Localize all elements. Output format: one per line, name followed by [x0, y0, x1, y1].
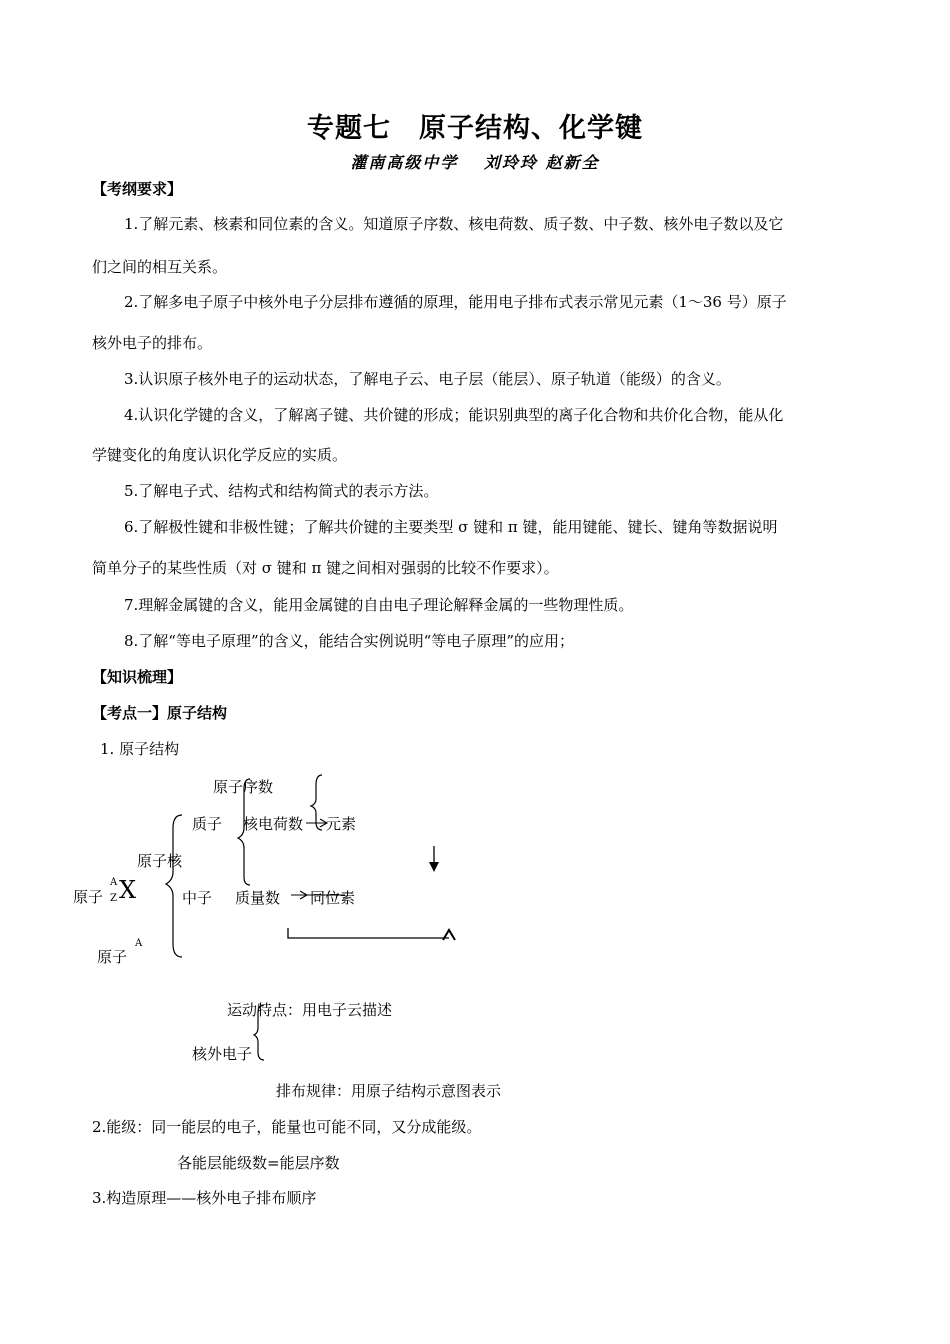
knowledge-heading: 【知识梳理】 — [92, 668, 183, 686]
label-isotope: 同位素 — [310, 889, 356, 907]
section2-line2: 各能层能级数=能层序数 — [177, 1154, 340, 1172]
label-mass-number: 质量数 — [235, 889, 281, 907]
syllabus-item-5: 5.了解电子式、结构式和结构简式的表示方法。 — [124, 482, 439, 500]
syllabus-item-8: 8.了解“等电子原理”的含义，能结合实例说明“等电子原理”的应用； — [124, 632, 574, 650]
element-symbol-x: X — [119, 876, 137, 904]
label-nuclear-charge: 核电荷数 — [243, 815, 304, 833]
syllabus-item-6-cont: 简单分子的某些性质（对 σ 键和 π 键之间相对强弱的比较不作要求）。 — [92, 559, 559, 577]
label-proton: 质子 — [192, 815, 223, 833]
author-line: 灌南高级中学 刘玲玲 赵新全 — [350, 153, 600, 172]
bracket-line — [288, 928, 449, 938]
syllabus-item-2: 2.了解多电子原子中核外电子分层排布遵循的原理，能用电子排布式表示常见元素（1～36 号）原子 — [124, 293, 787, 311]
syllabus-item-3: 3.认识原子核外电子的运动状态，了解电子云、电子层（能层）、原子轨道（能级）的含义。 — [124, 370, 731, 388]
label-nucleus: 原子核 — [137, 852, 183, 870]
syllabus-item-4-cont: 学键变化的角度认识化学反应的实质。 — [92, 446, 348, 464]
label-arrangement: 排布规律：用原子结构示意图表示 — [276, 1082, 502, 1100]
superscript-a-2: A — [135, 938, 143, 949]
syllabus-item-6: 6.了解极性键和非极性键；了解共价键的主要类型 σ 键和 π 键，能用键能、键长、键角等数据说明 — [124, 518, 778, 536]
label-atom-2: 原子 — [97, 948, 128, 966]
label-atomic-number: 原子序数 — [213, 778, 274, 796]
label-neutron: 中子 — [182, 889, 213, 907]
syllabus-item-4: 4.认识化学键的含义，了解离子键、共价键的形成；能识别典型的离子化合物和共价化合物，能从化 — [124, 406, 784, 424]
syllabus-heading: 【考纲要求】 — [92, 180, 183, 198]
section3-line1: 3.构造原理——核外电子排布顺序 — [92, 1189, 317, 1207]
label-extranuclear: 核外电子 — [192, 1045, 253, 1063]
syllabus-item-1: 1.了解元素、核素和同位素的含义。知道原子序数、核电荷数、质子数、中子数、核外电子数以及它 — [124, 215, 784, 233]
syllabus-item-7: 7.理解金属键的含义，能用金属键的自由电子理论解释金属的一些物理性质。 — [124, 596, 634, 614]
point1-heading: 【考点一】原子结构 — [92, 704, 228, 722]
brace-small — [311, 775, 322, 830]
page-title: 专题七 原子结构、化学键 — [307, 113, 643, 144]
label-motion: 运动特点：用电子云描述 — [227, 1001, 393, 1019]
syllabus-item-1-cont: 们之间的相互关系。 — [92, 258, 228, 276]
section1-title: 1. 原子结构 — [100, 740, 180, 758]
syllabus-item-2-cont: 核外电子的排布。 — [92, 334, 213, 352]
subscript-z: Z — [110, 893, 117, 904]
section2-line1: 2.能级：同一能层的电子，能量也可能不同，又分成能级。 — [92, 1118, 482, 1136]
label-element: 元素 — [326, 815, 357, 833]
label-atom: 原子 — [73, 888, 104, 906]
superscript-a: A — [110, 877, 118, 888]
brace-nucleus — [166, 815, 182, 957]
